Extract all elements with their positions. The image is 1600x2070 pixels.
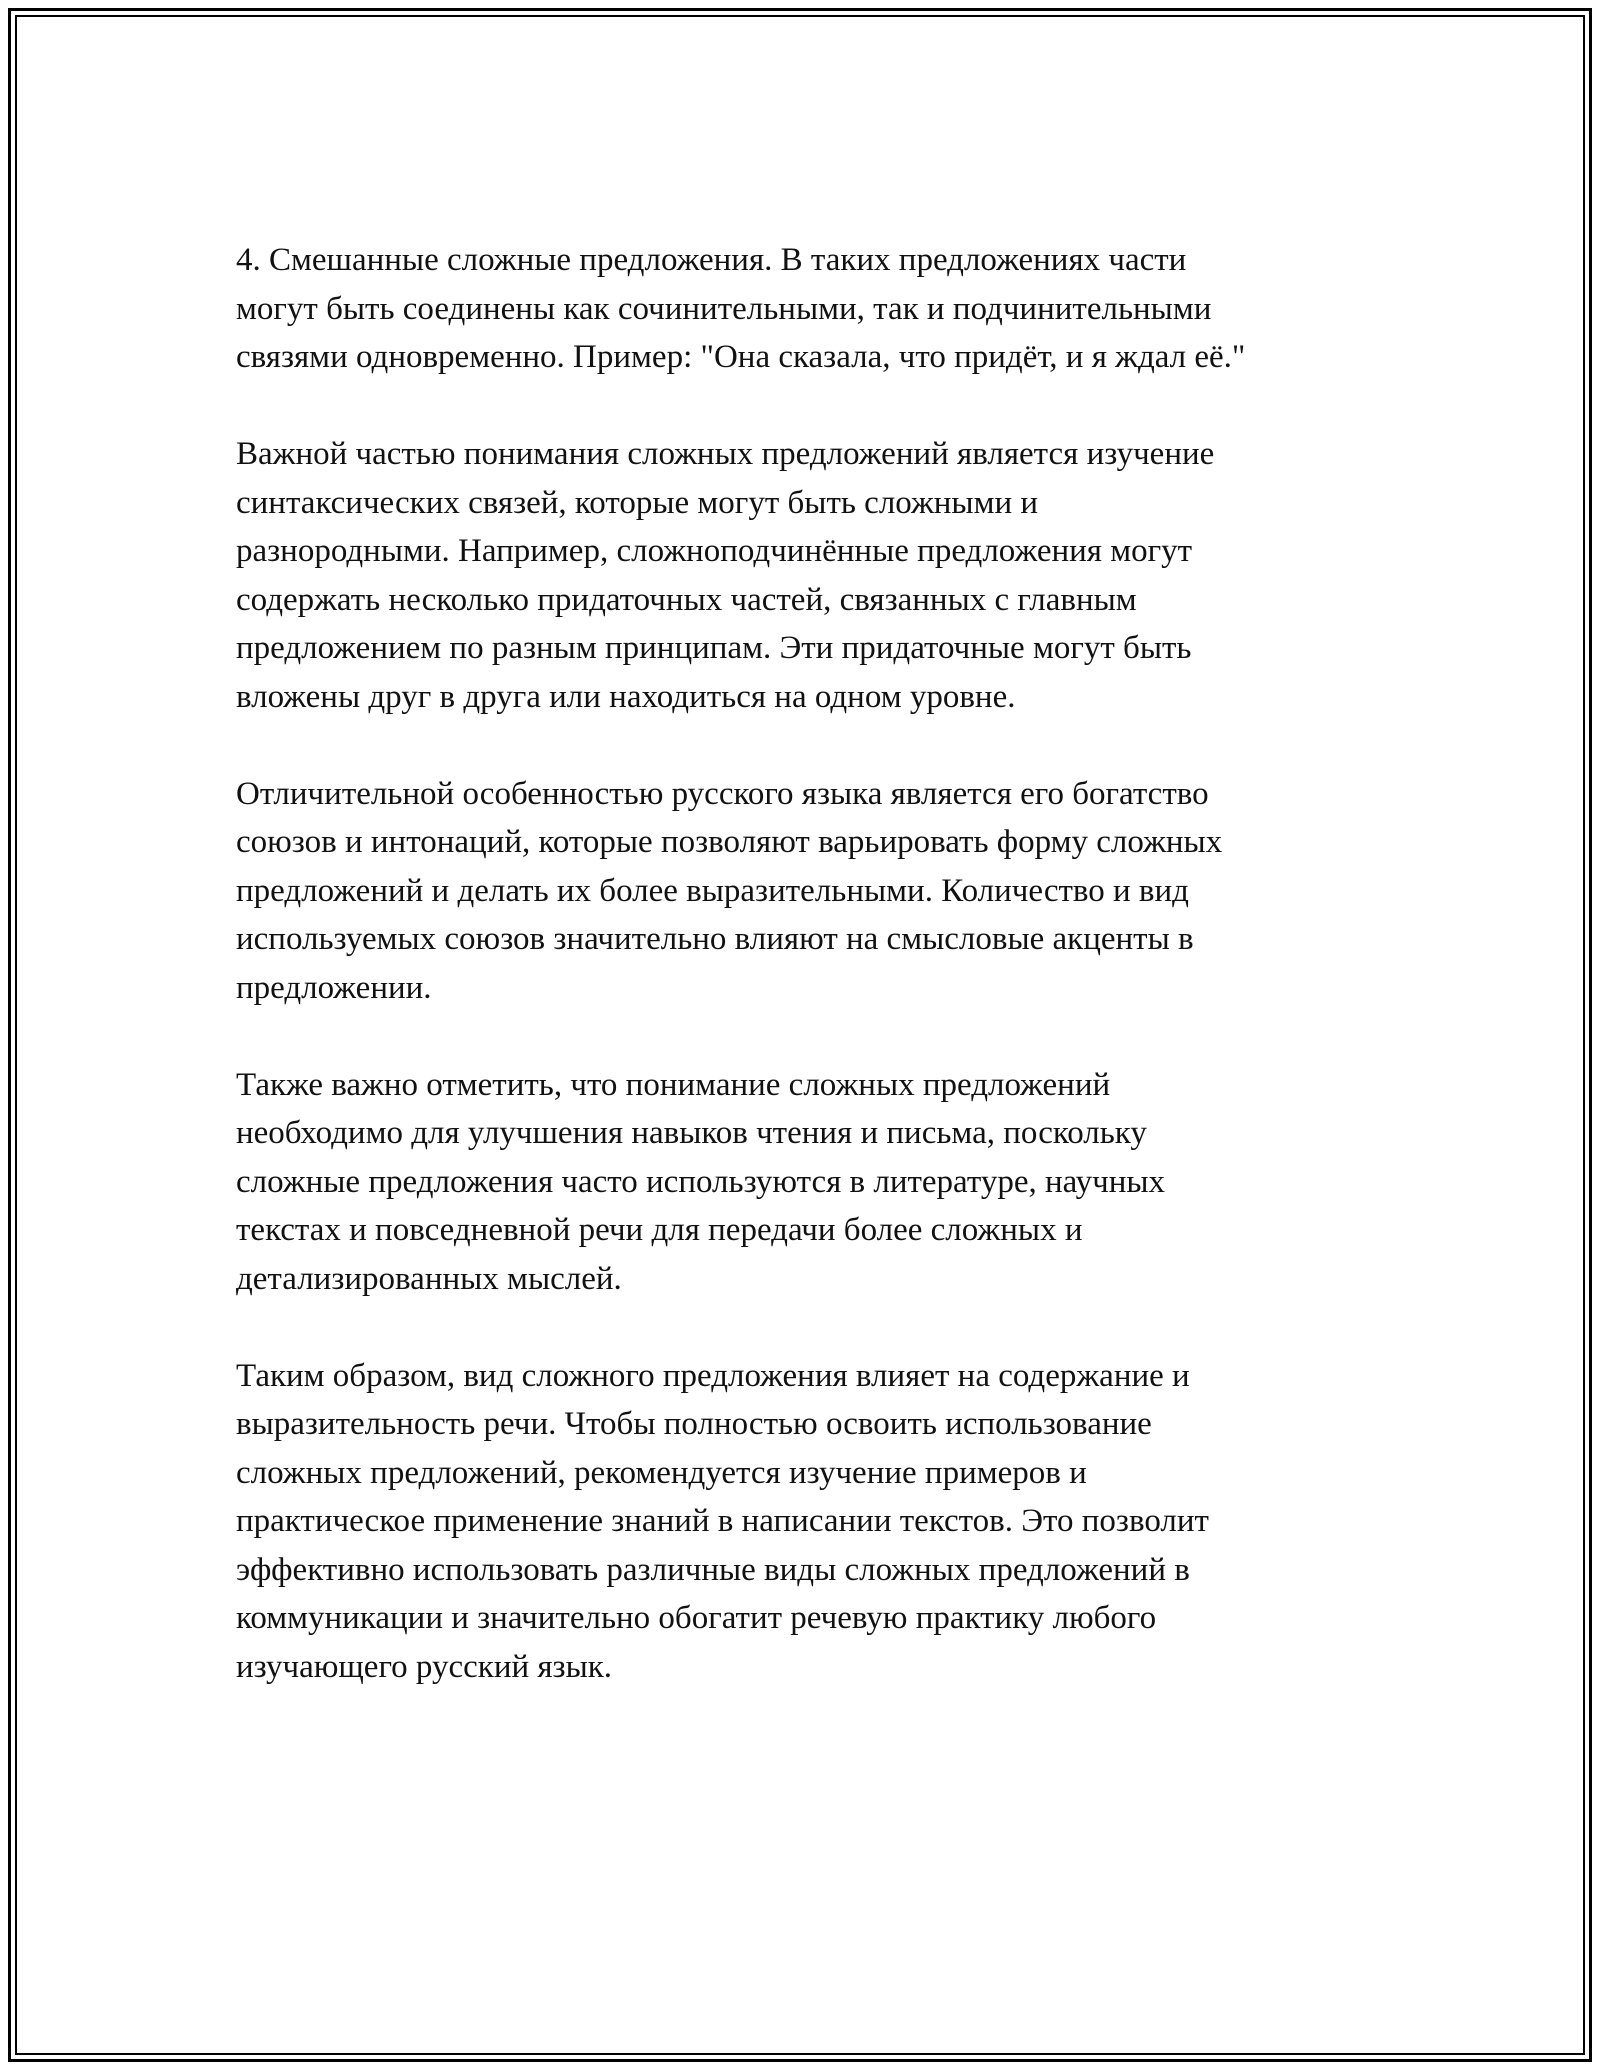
paragraph-mixed-sentences: 4. Смешанные сложные предложения. В таких предложениях части могут быть соединены как сочинительными, так и подчинительными связями одновременно. Пример: "Она сказала, что придёт, и я ждал её." bbox=[236, 242, 1246, 375]
paragraph-conclusion: Таким образом, вид сложного предложения влияет на содержание и выразительность речи. Чтобы полностью освоить использование сложных предложений, рекомендуется изучение примеров и практическое применение знаний в написании текстов. Это позволит эффективно использовать различные виды сложных предложений в коммуникации и значительно обогатит речевую практику любого изучающего русский язык. bbox=[236, 1357, 1209, 1685]
paragraph-reading-writing: Также важно отметить, что понимание сложных предложений необходимо для улучшения навыков чтения и письма, поскольку сложные предложения часто используются в литературе, научных текстах и повседневной речи для передачи более сложных и детализированных мыслей. bbox=[236, 1066, 1166, 1297]
paragraph-conjunctions: Отличительной особенностью русского языка является его богатство союзов и интонаций, которые позволяют варьировать форму сложных предложений и делать их более выразительными. Количество и вид используемых союзов значительно влияют на смысловые акценты в предложении. bbox=[236, 775, 1223, 1006]
document-body bbox=[236, 236, 1396, 1740]
paragraph-syntactic-links: Важной частью понимания сложных предложений является изучение синтаксических связей, которые могут быть сложными и разнородными. Например, сложноподчинённые предложения могут содержать несколько придаточных частей, связанных с главным предложением по разным принципам. Эти придаточные могут быть вложены друг в друга или находиться на одном уровне. bbox=[236, 436, 1215, 715]
